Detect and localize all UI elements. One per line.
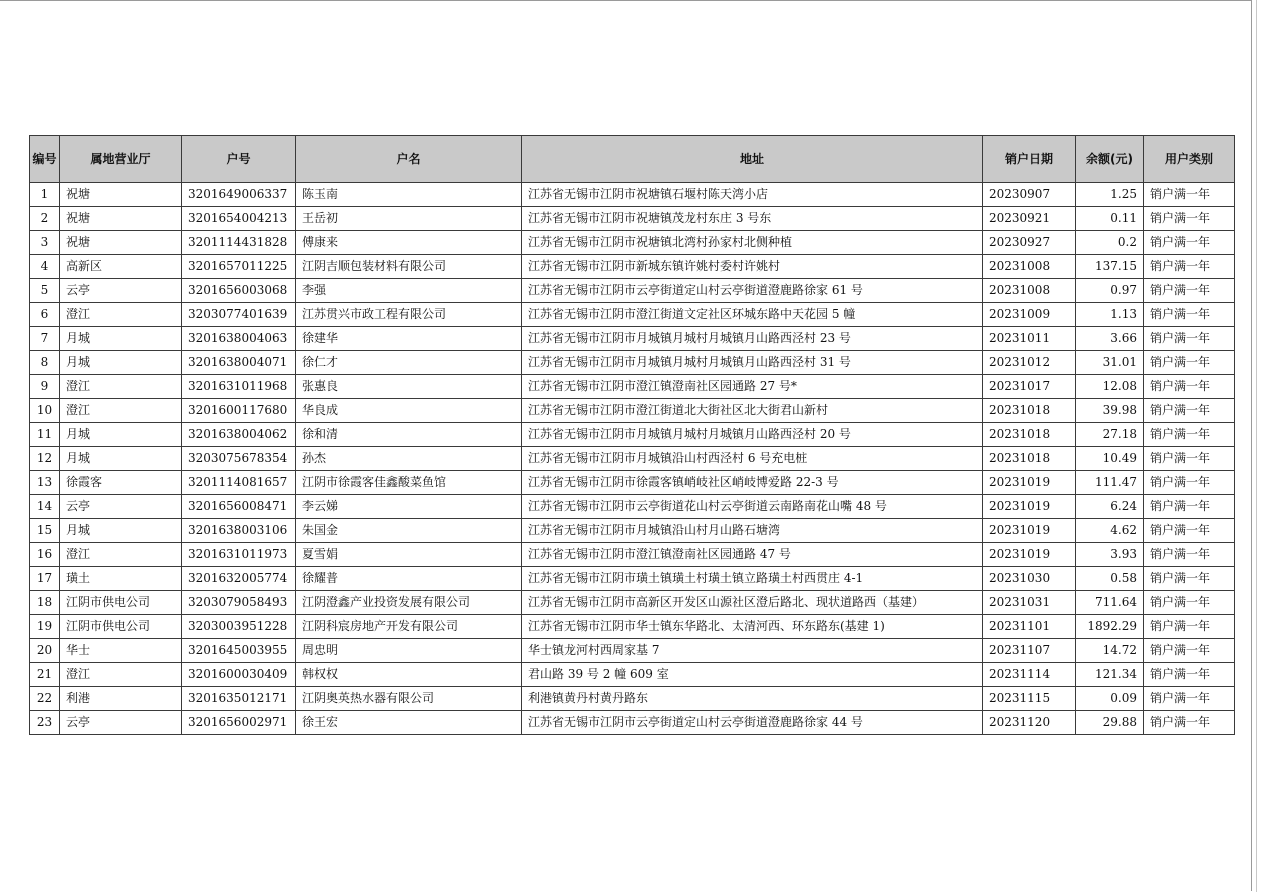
table-row (30, 207, 1235, 231)
cell-office: 江阴市供电公司 (60, 615, 182, 639)
cell-address: 江苏省无锡市江阴市云亭街道花山村云亭街道云南路南花山嘴 48 号 (522, 495, 983, 519)
cell-office: 祝塘 (60, 231, 182, 255)
cell-no: 10 (30, 399, 60, 423)
cell-address: 华士镇龙河村西周家基 7 (522, 639, 983, 663)
header-account: 户号 (182, 136, 296, 183)
cell-address: 江苏省无锡市江阴市祝塘镇石堰村陈天湾小店 (522, 183, 983, 207)
cell-name: 王岳初 (296, 207, 522, 231)
cell-office: 江阴市供电公司 (60, 591, 182, 615)
cell-close-date: 20231120 (983, 711, 1076, 735)
account-closure-table (29, 135, 1235, 735)
cell-address: 江苏省无锡市江阴市云亭街道定山村云亭街道澄鹿路徐家 61 号 (522, 279, 983, 303)
cell-category: 销户满一年 (1144, 231, 1235, 255)
cell-office: 华士 (60, 639, 182, 663)
cell-office: 月城 (60, 351, 182, 375)
cell-category: 销户满一年 (1144, 543, 1235, 567)
cell-close-date: 20231031 (983, 591, 1076, 615)
cell-close-date: 20231019 (983, 495, 1076, 519)
cell-category: 销户满一年 (1144, 327, 1235, 351)
cell-account: 3201632005774 (182, 567, 296, 591)
table-row (30, 351, 1235, 375)
cell-balance: 3.66 (1076, 327, 1144, 351)
cell-office: 澄江 (60, 543, 182, 567)
cell-name: 周忠明 (296, 639, 522, 663)
cell-no: 5 (30, 279, 60, 303)
cell-close-date: 20230921 (983, 207, 1076, 231)
cell-no: 23 (30, 711, 60, 735)
cell-account: 3201656003068 (182, 279, 296, 303)
table-row (30, 327, 1235, 351)
cell-balance: 1892.29 (1076, 615, 1144, 639)
cell-name: 徐耀普 (296, 567, 522, 591)
cell-no: 14 (30, 495, 60, 519)
cell-category: 销户满一年 (1144, 519, 1235, 543)
cell-account: 3201656008471 (182, 495, 296, 519)
cell-close-date: 20231030 (983, 567, 1076, 591)
cell-account: 3201657011225 (182, 255, 296, 279)
cell-office: 徐霞客 (60, 471, 182, 495)
cell-category: 销户满一年 (1144, 375, 1235, 399)
cell-address: 江苏省无锡市江阴市新城东镇许姚村委村许姚村 (522, 255, 983, 279)
cell-office: 祝塘 (60, 207, 182, 231)
cell-address: 江苏省无锡市江阴市澄江街道北大街社区北大街君山新村 (522, 399, 983, 423)
cell-category: 销户满一年 (1144, 399, 1235, 423)
cell-name: 江阴吉顺包装材料有限公司 (296, 255, 522, 279)
cell-category: 销户满一年 (1144, 687, 1235, 711)
cell-name: 华良成 (296, 399, 522, 423)
cell-balance: 12.08 (1076, 375, 1144, 399)
cell-balance: 0.97 (1076, 279, 1144, 303)
table-body (30, 183, 1235, 735)
cell-balance: 1.13 (1076, 303, 1144, 327)
cell-no: 21 (30, 663, 60, 687)
cell-balance: 3.93 (1076, 543, 1144, 567)
cell-account: 3201638003106 (182, 519, 296, 543)
cell-no: 16 (30, 543, 60, 567)
cell-category: 销户满一年 (1144, 663, 1235, 687)
cell-balance: 711.64 (1076, 591, 1144, 615)
table-row (30, 423, 1235, 447)
cell-close-date: 20231008 (983, 255, 1076, 279)
cell-name: 江阴科宸房地产开发有限公司 (296, 615, 522, 639)
cell-no: 7 (30, 327, 60, 351)
cell-office: 祝塘 (60, 183, 182, 207)
cell-no: 2 (30, 207, 60, 231)
cell-address: 江苏省无锡市江阴市月城镇月城村月城镇月山路西泾村 20 号 (522, 423, 983, 447)
cell-balance: 4.62 (1076, 519, 1144, 543)
cell-name: 孙杰 (296, 447, 522, 471)
cell-no: 9 (30, 375, 60, 399)
cell-category: 销户满一年 (1144, 423, 1235, 447)
table-row (30, 615, 1235, 639)
cell-balance: 39.98 (1076, 399, 1144, 423)
cell-category: 销户满一年 (1144, 351, 1235, 375)
cell-close-date: 20231019 (983, 471, 1076, 495)
cell-balance: 0.58 (1076, 567, 1144, 591)
cell-address: 江苏省无锡市江阴市华士镇东华路北、太清河西、环东路东(基建 1) (522, 615, 983, 639)
cell-address: 江苏省无锡市江阴市云亭街道定山村云亭街道澄鹿路徐家 44 号 (522, 711, 983, 735)
table-row (30, 495, 1235, 519)
cell-name: 夏雪娟 (296, 543, 522, 567)
table-row (30, 303, 1235, 327)
cell-category: 销户满一年 (1144, 711, 1235, 735)
cell-account: 3201600117680 (182, 399, 296, 423)
table-row (30, 663, 1235, 687)
cell-name: 张惠良 (296, 375, 522, 399)
table-row (30, 375, 1235, 399)
cell-account: 3201114431828 (182, 231, 296, 255)
table-row (30, 399, 1235, 423)
cell-balance: 111.47 (1076, 471, 1144, 495)
table-row (30, 519, 1235, 543)
header-name: 户名 (296, 136, 522, 183)
cell-account: 3201638004071 (182, 351, 296, 375)
header-no: 编号 (30, 136, 60, 183)
header-category: 用户类别 (1144, 136, 1235, 183)
cell-account: 3201631011973 (182, 543, 296, 567)
cell-name: 江苏贯兴市政工程有限公司 (296, 303, 522, 327)
cell-category: 销户满一年 (1144, 279, 1235, 303)
cell-close-date: 20231018 (983, 399, 1076, 423)
cell-balance: 137.15 (1076, 255, 1144, 279)
cell-office: 澄江 (60, 399, 182, 423)
cell-account: 3201600030409 (182, 663, 296, 687)
cell-category: 销户满一年 (1144, 471, 1235, 495)
cell-close-date: 20230907 (983, 183, 1076, 207)
cell-name: 陈玉南 (296, 183, 522, 207)
cell-category: 销户满一年 (1144, 567, 1235, 591)
cell-account: 3201656002971 (182, 711, 296, 735)
cell-no: 6 (30, 303, 60, 327)
cell-balance: 0.09 (1076, 687, 1144, 711)
cell-office: 澄江 (60, 375, 182, 399)
cell-name: 徐建华 (296, 327, 522, 351)
cell-balance: 1.25 (1076, 183, 1144, 207)
cell-account: 3201631011968 (182, 375, 296, 399)
cell-category: 销户满一年 (1144, 615, 1235, 639)
cell-close-date: 20231011 (983, 327, 1076, 351)
table-row (30, 255, 1235, 279)
cell-close-date: 20231018 (983, 447, 1076, 471)
cell-category: 销户满一年 (1144, 255, 1235, 279)
cell-account: 3201635012171 (182, 687, 296, 711)
table-row (30, 543, 1235, 567)
cell-account: 3203077401639 (182, 303, 296, 327)
cell-account: 3201649006337 (182, 183, 296, 207)
cell-account: 3203075678354 (182, 447, 296, 471)
cell-name: 江阴澄鑫产业投资发展有限公司 (296, 591, 522, 615)
cell-category: 销户满一年 (1144, 639, 1235, 663)
table-row (30, 279, 1235, 303)
cell-no: 22 (30, 687, 60, 711)
cell-address: 江苏省无锡市江阴市高新区开发区山源社区澄后路北、现状道路西（基建） (522, 591, 983, 615)
cell-no: 8 (30, 351, 60, 375)
cell-balance: 31.01 (1076, 351, 1144, 375)
cell-address: 江苏省无锡市江阴市澄江镇澄南社区园通路 47 号 (522, 543, 983, 567)
cell-category: 销户满一年 (1144, 207, 1235, 231)
cell-office: 月城 (60, 423, 182, 447)
cell-close-date: 20231115 (983, 687, 1076, 711)
cell-no: 13 (30, 471, 60, 495)
cell-close-date: 20231019 (983, 543, 1076, 567)
cell-office: 云亭 (60, 711, 182, 735)
cell-category: 销户满一年 (1144, 303, 1235, 327)
cell-address: 江苏省无锡市江阴市澄江街道文定社区环城东路中天花园 5 幢 (522, 303, 983, 327)
cell-office: 云亭 (60, 279, 182, 303)
cell-address: 君山路 39 号 2 幢 609 室 (522, 663, 983, 687)
table-row (30, 687, 1235, 711)
cell-no: 11 (30, 423, 60, 447)
cell-close-date: 20231107 (983, 639, 1076, 663)
cell-no: 15 (30, 519, 60, 543)
cell-account: 3203003951228 (182, 615, 296, 639)
cell-account: 3201114081657 (182, 471, 296, 495)
cell-name: 徐仁才 (296, 351, 522, 375)
cell-office: 利港 (60, 687, 182, 711)
cell-close-date: 20231012 (983, 351, 1076, 375)
cell-name: 李强 (296, 279, 522, 303)
cell-address: 江苏省无锡市江阴市月城镇月城村月城镇月山路西泾村 23 号 (522, 327, 983, 351)
cell-office: 高新区 (60, 255, 182, 279)
cell-close-date: 20231009 (983, 303, 1076, 327)
cell-name: 韩权权 (296, 663, 522, 687)
cell-office: 澄江 (60, 303, 182, 327)
cell-close-date: 20231101 (983, 615, 1076, 639)
header-balance: 余额(元) (1076, 136, 1144, 183)
cell-name: 江阴市徐霞客佳鑫酸菜鱼馆 (296, 471, 522, 495)
cell-account: 3201638004062 (182, 423, 296, 447)
cell-name: 徐王宏 (296, 711, 522, 735)
cell-address: 江苏省无锡市江阴市月城镇沿山村月山路石塘湾 (522, 519, 983, 543)
cell-close-date: 20231019 (983, 519, 1076, 543)
cell-balance: 0.2 (1076, 231, 1144, 255)
cell-close-date: 20230927 (983, 231, 1076, 255)
header-office: 属地营业厅 (60, 136, 182, 183)
cell-balance: 121.34 (1076, 663, 1144, 687)
cell-no: 4 (30, 255, 60, 279)
cell-address: 江苏省无锡市江阴市祝塘镇北湾村孙家村北侧种植 (522, 231, 983, 255)
cell-address: 江苏省无锡市江阴市澄江镇澄南社区园通路 27 号* (522, 375, 983, 399)
cell-category: 销户满一年 (1144, 447, 1235, 471)
cell-balance: 6.24 (1076, 495, 1144, 519)
cell-address: 江苏省无锡市江阴市月城镇沿山村西泾村 6 号充电桩 (522, 447, 983, 471)
cell-category: 销户满一年 (1144, 591, 1235, 615)
cell-address: 江苏省无锡市江阴市徐霞客镇峭岐社区峭岐博爱路 22-3 号 (522, 471, 983, 495)
cell-office: 月城 (60, 447, 182, 471)
cell-address: 利港镇黄丹村黄丹路东 (522, 687, 983, 711)
cell-office: 月城 (60, 519, 182, 543)
cell-office: 璜土 (60, 567, 182, 591)
cell-no: 3 (30, 231, 60, 255)
table-row (30, 567, 1235, 591)
table-row (30, 711, 1235, 735)
cell-account: 3201645003955 (182, 639, 296, 663)
table-row (30, 639, 1235, 663)
cell-name: 徐和清 (296, 423, 522, 447)
header-close-date: 销户日期 (983, 136, 1076, 183)
cell-office: 月城 (60, 327, 182, 351)
cell-name: 李云娣 (296, 495, 522, 519)
header-address: 地址 (522, 136, 983, 183)
cell-account: 3203079058493 (182, 591, 296, 615)
table-row (30, 183, 1235, 207)
cell-balance: 14.72 (1076, 639, 1144, 663)
cell-name: 朱国金 (296, 519, 522, 543)
cell-balance: 0.11 (1076, 207, 1144, 231)
table-row (30, 471, 1235, 495)
cell-no: 1 (30, 183, 60, 207)
cell-balance: 29.88 (1076, 711, 1144, 735)
cell-no: 20 (30, 639, 60, 663)
cell-account: 3201638004063 (182, 327, 296, 351)
cell-no: 19 (30, 615, 60, 639)
cell-close-date: 20231017 (983, 375, 1076, 399)
cell-category: 销户满一年 (1144, 495, 1235, 519)
table-row (30, 231, 1235, 255)
cell-address: 江苏省无锡市江阴市祝塘镇茂龙村东庄 3 号东 (522, 207, 983, 231)
cell-account: 3201654004213 (182, 207, 296, 231)
cell-no: 18 (30, 591, 60, 615)
cell-balance: 27.18 (1076, 423, 1144, 447)
cell-name: 江阴奥英热水器有限公司 (296, 687, 522, 711)
table-row (30, 591, 1235, 615)
cell-close-date: 20231114 (983, 663, 1076, 687)
cell-address: 江苏省无锡市江阴市月城镇月城村月城镇月山路西泾村 31 号 (522, 351, 983, 375)
cell-office: 云亭 (60, 495, 182, 519)
table-header-row (30, 136, 1235, 183)
cell-address: 江苏省无锡市江阴市璜土镇璜土村璜土镇立路璜土村西贯庄 4-1 (522, 567, 983, 591)
cell-balance: 10.49 (1076, 447, 1144, 471)
cell-close-date: 20231008 (983, 279, 1076, 303)
page-edge (1256, 0, 1257, 892)
cell-close-date: 20231018 (983, 423, 1076, 447)
cell-office: 澄江 (60, 663, 182, 687)
cell-no: 17 (30, 567, 60, 591)
table-row (30, 447, 1235, 471)
cell-name: 傅康来 (296, 231, 522, 255)
cell-no: 12 (30, 447, 60, 471)
cell-category: 销户满一年 (1144, 183, 1235, 207)
